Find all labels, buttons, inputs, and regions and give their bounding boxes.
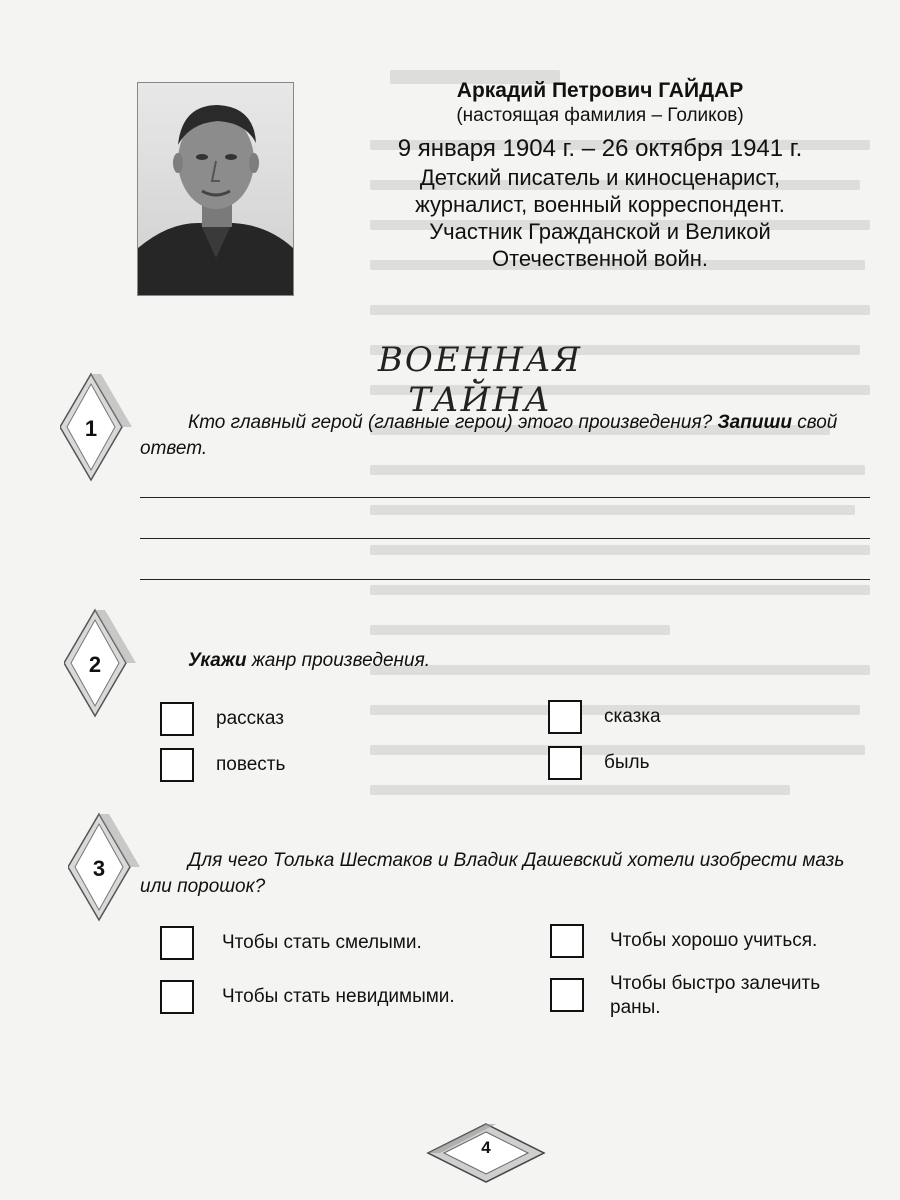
option-invisible[interactable] xyxy=(160,980,455,1014)
option-label: Чтобы хорошо учиться. xyxy=(610,930,818,951)
option-novella[interactable] xyxy=(160,748,285,782)
checkbox[interactable] xyxy=(550,978,584,1012)
checkbox[interactable] xyxy=(160,702,194,736)
question-3-text: Для чего Толька Шестаков и Владик Дашевский хотели изобрести мазь или порошок? xyxy=(140,850,845,897)
question-2-text: Укажи жанр произведения. xyxy=(188,650,431,671)
question-1-text: Кто главный герой (главные герои) этого произведения? Запиши свой ответ. xyxy=(140,412,838,459)
option-label: сказка xyxy=(604,706,661,727)
checkbox[interactable] xyxy=(548,746,582,780)
checkbox[interactable] xyxy=(160,926,194,960)
question-1-number: 1 xyxy=(84,416,98,441)
option-study-well[interactable] xyxy=(550,924,817,958)
question-3-number: 3 xyxy=(92,856,106,881)
author-real-name: (настоящая фамилия – Голиков) xyxy=(456,105,744,126)
answer-line[interactable] xyxy=(140,579,870,580)
page-number-badge xyxy=(426,1122,546,1184)
option-story[interactable] xyxy=(160,702,284,736)
author-bio xyxy=(360,78,840,272)
author-description-line: Отечественной войн. xyxy=(491,246,709,271)
option-brave[interactable] xyxy=(160,926,422,960)
checkbox[interactable] xyxy=(160,748,194,782)
question-2-number: 2 xyxy=(88,652,102,677)
page-number: 4 xyxy=(481,1138,491,1157)
answer-line[interactable] xyxy=(140,497,870,498)
option-label: Чтобы стать невидимыми. xyxy=(222,986,455,1007)
option-true-story[interactable] xyxy=(548,746,650,780)
author-description-line: Детский писатель и киносценарист, xyxy=(419,165,781,190)
checkbox[interactable] xyxy=(160,980,194,1014)
author-portrait xyxy=(137,82,294,296)
author-name: Аркадий Петрович ГАЙДАР xyxy=(456,79,744,102)
option-label: Чтобы стать смелыми. xyxy=(222,932,422,953)
answer-line[interactable] xyxy=(140,538,870,539)
checkbox[interactable] xyxy=(550,924,584,958)
author-description-line: Участник Гражданской и Великой xyxy=(429,219,771,244)
option-label: Чтобы быстро залечить раны. xyxy=(610,973,821,1018)
work-title: ВОЕННАЯ ТАЙНА xyxy=(377,340,583,420)
option-label: рассказ xyxy=(216,708,284,729)
question-2-number-badge xyxy=(64,608,154,718)
option-label: быль xyxy=(604,752,650,773)
option-heal-wounds[interactable] xyxy=(550,972,850,1020)
question-1-number-badge xyxy=(60,372,150,482)
option-label: повесть xyxy=(216,754,286,775)
author-dates: 9 января 1904 г. – 26 октября 1941 г. xyxy=(397,135,803,162)
option-fairy-tale[interactable] xyxy=(548,700,661,734)
checkbox[interactable] xyxy=(548,700,582,734)
author-description-line: журналист, военный корреспондент. xyxy=(415,192,785,217)
